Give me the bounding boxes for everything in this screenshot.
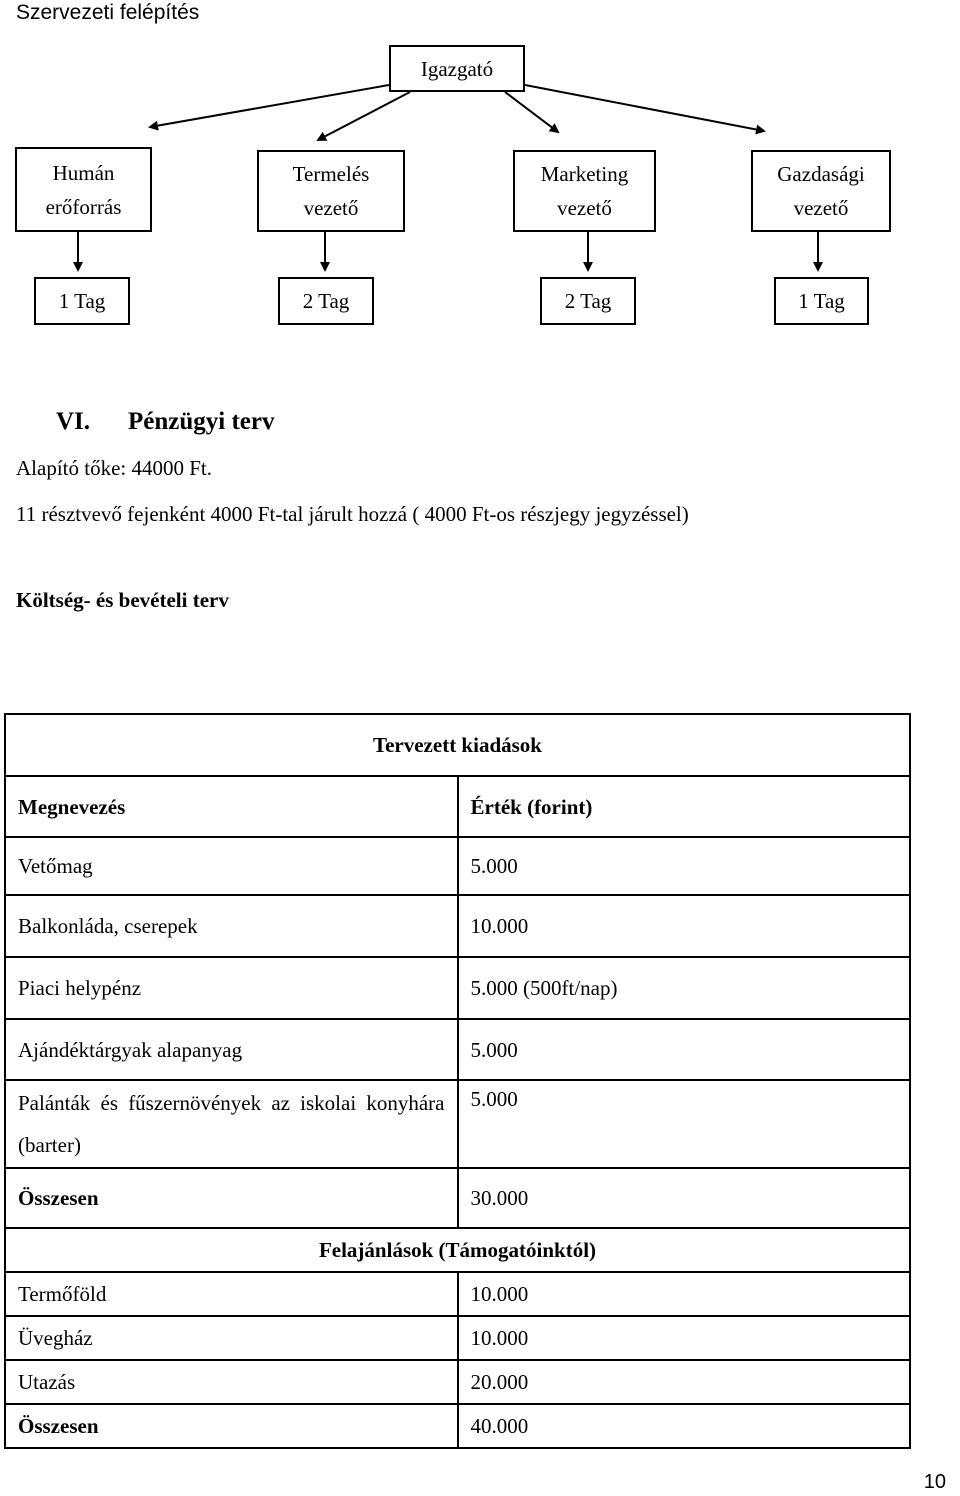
section-number: VI. — [56, 408, 91, 435]
manager-label: Termelés — [292, 162, 370, 186]
expenses-title: Tervezett kiadások — [5, 714, 910, 776]
column-header-value: Érték (forint) — [458, 776, 911, 837]
manager-label: vezető — [793, 196, 849, 220]
expenses-total-label: Összesen — [5, 1168, 458, 1228]
table-row — [5, 1019, 910, 1080]
members-label: 2 Tag — [564, 289, 612, 313]
cost-plan-table — [4, 713, 911, 1449]
offers-total-label: Összesen — [5, 1404, 458, 1448]
table-row — [5, 837, 910, 895]
offers-title: Felajánlások (Támogatóinktól) — [5, 1228, 910, 1272]
members-box-production — [278, 277, 374, 325]
manager-label: Humán — [52, 160, 115, 185]
arrow-to-finance — [525, 85, 764, 131]
column-header-name: Megnevezés — [5, 776, 458, 837]
expense-value: 5.000 — [458, 1080, 911, 1168]
director-label: Igazgató — [420, 56, 494, 81]
expense-name: Vetőmag — [5, 837, 458, 895]
manager-label: Gazdasági — [777, 162, 865, 186]
arrow-to-marketing — [505, 92, 558, 132]
table-row — [5, 895, 910, 957]
offer-name: Üvegház — [5, 1316, 458, 1360]
expense-name: Balkonláda, cserepek — [5, 895, 458, 957]
offer-name: Termőföld — [5, 1272, 458, 1316]
org-chart-title: Szervezeti felépítés — [16, 1, 200, 24]
members-label: 2 Tag — [302, 289, 350, 313]
manager-label: vezető — [557, 196, 612, 220]
expense-name: Piaci helypénz — [5, 957, 458, 1019]
director-box — [389, 45, 525, 92]
section-heading — [56, 404, 274, 440]
expense-value: 10.000 — [458, 895, 911, 957]
section-title: Pénzügyi terv — [128, 408, 275, 435]
manager-box-finance — [751, 150, 891, 232]
arrow-to-production — [318, 92, 410, 140]
manager-label: erőforrás — [45, 194, 122, 219]
offer-value: 10.000 — [458, 1316, 911, 1360]
expenses-total-value: 30.000 — [458, 1168, 911, 1228]
manager-box-production — [257, 150, 405, 232]
offers-total-value: 40.000 — [458, 1404, 911, 1448]
table-row — [5, 1080, 910, 1168]
members-label: 1 Tag — [798, 289, 845, 313]
offer-value: 20.000 — [458, 1360, 911, 1404]
table-row — [5, 957, 910, 1019]
manager-label: vezető — [303, 196, 359, 220]
manager-box-marketing — [513, 150, 656, 232]
expense-value: 5.000 (500ft/nap) — [458, 957, 911, 1019]
manager-box-hr — [15, 147, 152, 232]
members-label: 1 Tag — [58, 289, 106, 313]
expense-value: 5.000 — [458, 837, 911, 895]
members-box-hr — [34, 277, 130, 325]
page-number: 10 — [923, 1471, 946, 1493]
contribution-text: 11 résztvevő fejenként 4000 Ft-tal járult hozzá ( 4000 Ft-os részjegy jegyzéssel) — [16, 502, 689, 526]
offer-value: 10.000 — [458, 1272, 911, 1316]
offer-name: Utazás — [5, 1360, 458, 1404]
expense-value: 5.000 — [458, 1019, 911, 1080]
expense-name: Palánták és fűszernövények az iskolai konyhára (barter) — [5, 1080, 458, 1168]
cost-plan-title: Költség- és bevételi terv — [16, 588, 229, 612]
manager-label: Marketing — [540, 162, 629, 186]
table-row — [5, 1272, 910, 1316]
table-row — [5, 1360, 910, 1404]
table-row — [5, 1316, 910, 1360]
founding-capital: Alapító tőke: 44000 Ft. — [16, 456, 212, 480]
expense-name: Ajándéktárgyak alapanyag — [5, 1019, 458, 1080]
members-box-marketing — [540, 277, 636, 325]
members-box-finance — [774, 277, 869, 325]
